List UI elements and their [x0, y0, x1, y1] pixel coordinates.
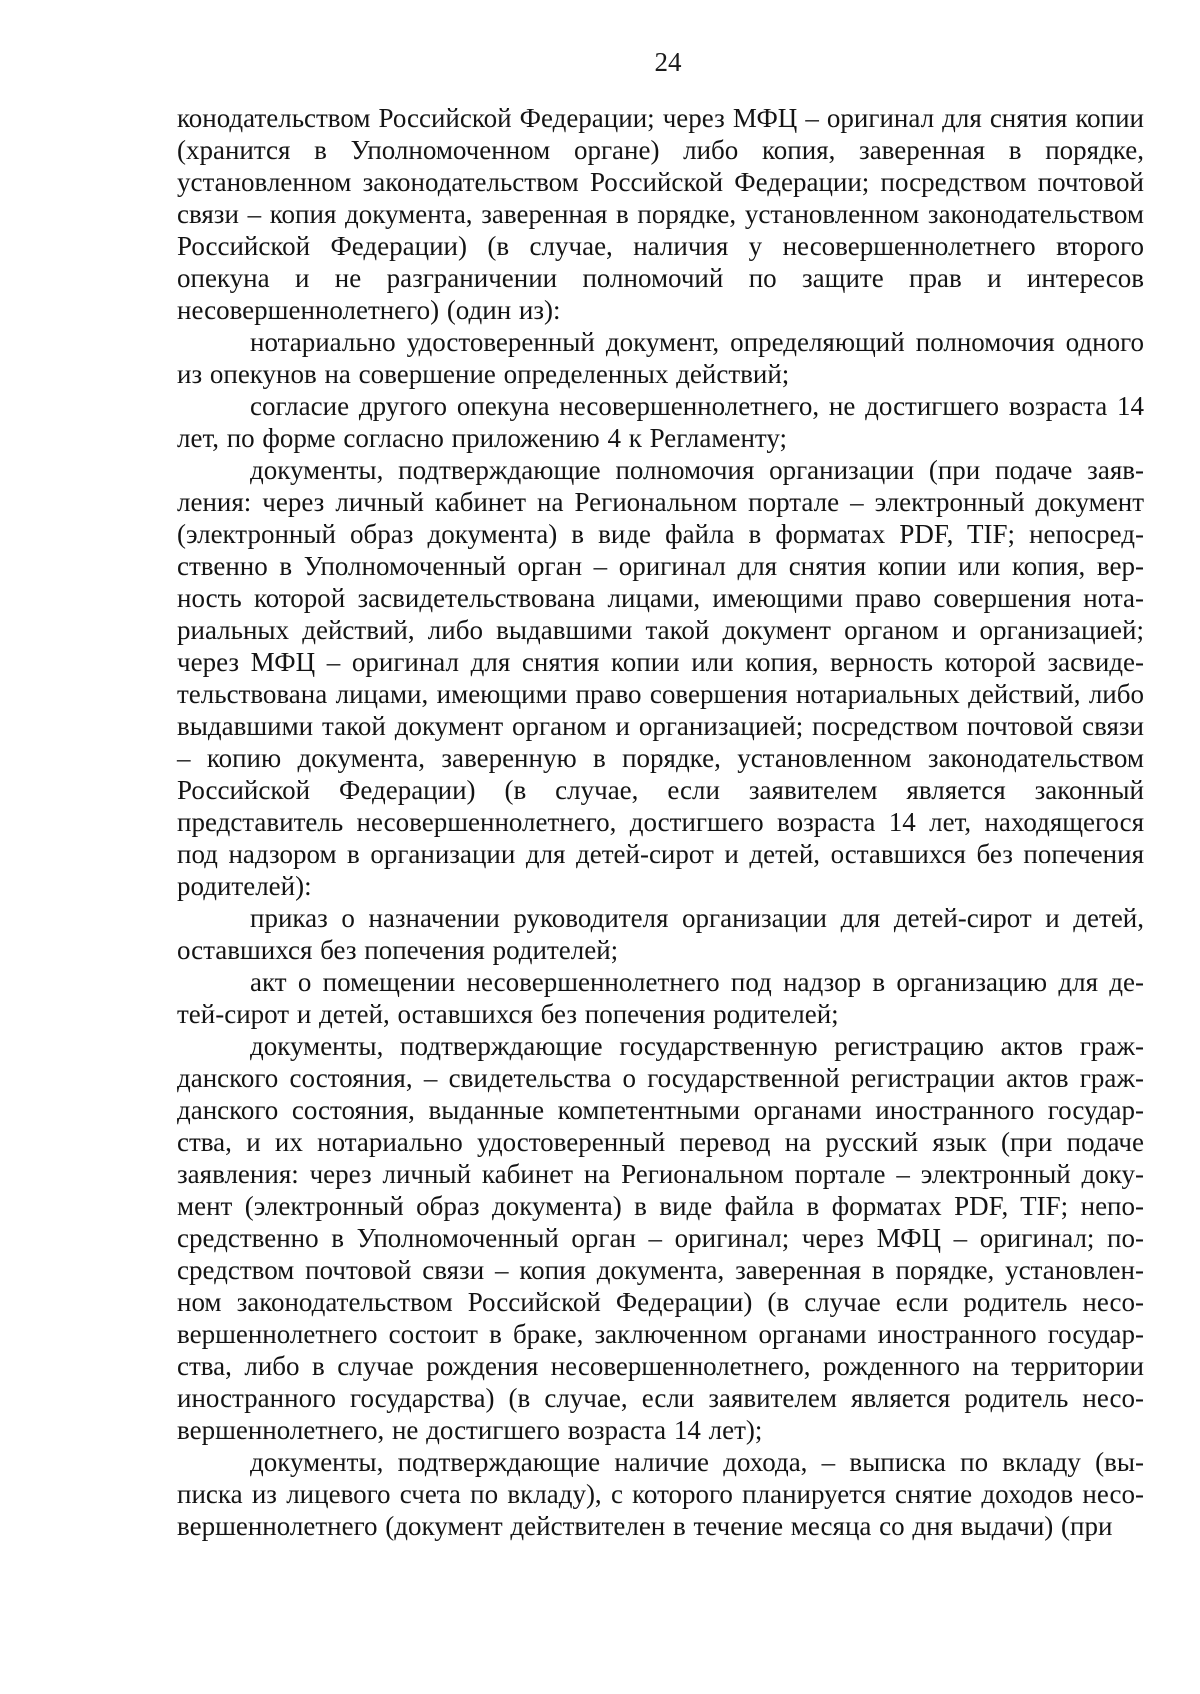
page-number: 24 — [654, 47, 682, 77]
paragraph-placement-act: акт о помещении несовершеннолетнего под надзор в организацию для детей-сирот и детей, оставшихся без попечения родителей; — [177, 967, 1144, 1029]
paragraph-continuation: конодательством Российской Федерации; через МФЦ – оригинал для снятия копии (хранится в Уполномоченном органе) либо копия, заверенная в порядке, установленном законодательством Российской Федерации; посредством почтовой связи – копия документа, заверенная в порядке, установленном законодательством Российской Федерации) (в случае, наличия у несовершеннолетнего второго опекуна и не разграничении полномочий по защите прав и интересов несовершеннолетнего) (один из): — [177, 103, 1144, 325]
paragraph-income-documents: документы, подтверждающие наличие дохода, – выписка по вкладу (выписка из лицевого счета по вкладу), с которого планируется снятие доходов несовершеннолетнего (документ действителен в течение месяца со дня выдачи) (при — [177, 1447, 1144, 1541]
document-body — [177, 102, 1144, 1542]
paragraph-director-order: приказ о назначении руководителя организации для детей-сирот и детей, оставшихся без попечения родителей; — [177, 903, 1144, 965]
paragraph-notarial-document: нотариально удостоверенный документ, определяющий полномочия одного из опекунов на совершение определенных действий; — [177, 327, 1144, 389]
paragraph-civil-registration: документы, подтверждающие государственную регистрацию актов гражданского состояния, – свидетельства о государственной регистрации актов гражданского состояния, выданные компетентными органами иностранного государства, и их нотариально удостоверенный перевод на русский язык (при подаче заявления: через личный кабинет на Региональном портале – электронный документ (электронный образ документа) в виде файла в форматах PDF, TIF; непосредственно в Уполномоченный орган – оригинал; через МФЦ – оригинал; посредством почтовой связи – копия документа, заверенная в порядке, установленном законодательством Российской Федерации) (в случае если родитель несовершеннолетнего состоит в браке, заключенном органами иностранного государства, либо в случае рождения несовершеннолетнего, рожденного на территории иностранного государства) (в случае, если заявителем является родитель несовершеннолетнего, не достигшего возраста 14 лет); — [177, 1031, 1144, 1445]
paragraph-organization-authority: документы, подтверждающие полномочия организации (при подаче заявления: через личный кабинет на Региональном портале – электронный документ (электронный образ документа) в виде файла в форматах PDF, TIF; непосредственно в Уполномоченный орган – оригинал для снятия копии или копия, верность которой засвидетельствована лицами, имеющими право совершения нотариальных действий, либо выдавшими такой документ органом и организацией; через МФЦ – оригинал для снятия копии или копия, верность которой засвидетельствована лицами, имеющими право совершения нотариальных действий, либо выдавшими такой документ органом и организацией; посредством почтовой связи – копию документа, заверенную в порядке, установленном законодательством Российской Федерации) (в случае, если заявителем является законный представитель несовершеннолетнего, достигшего возраста 14 лет, находящегося под надзором в организации для детей-сирот и детей, оставшихся без попечения родителей): — [177, 455, 1144, 901]
paragraph-guardian-consent: согласие другого опекуна несовершеннолетнего, не достигшего возраста 14 лет, по форме согласно приложению 4 к Регламенту; — [177, 391, 1144, 453]
